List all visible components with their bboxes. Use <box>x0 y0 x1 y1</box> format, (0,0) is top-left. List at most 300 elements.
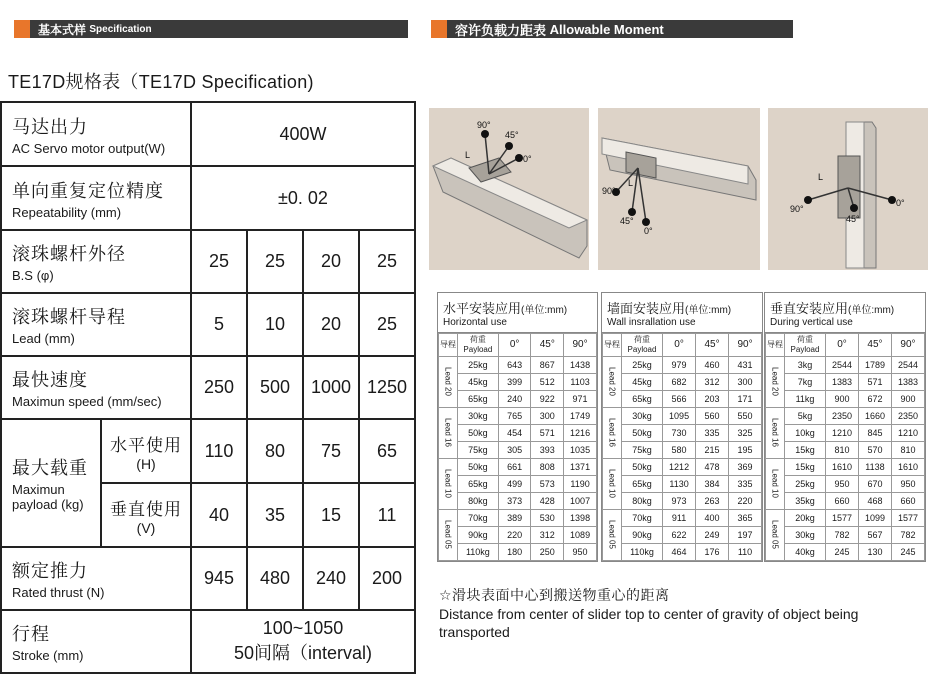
table-cell: 197 <box>729 527 762 544</box>
label-en: Maximun <box>12 482 65 497</box>
spec-cell: 240 <box>303 547 359 610</box>
table-cell: 730 <box>663 425 696 442</box>
lead-label: Lead 20 <box>607 366 617 396</box>
lead-group-label <box>439 408 458 459</box>
table-cell: 80kg <box>458 493 499 510</box>
table-cell: 305 <box>498 442 531 459</box>
moment-head-row <box>766 334 925 357</box>
table-cell: 1610 <box>891 459 924 476</box>
moment-head-cell: 荷重 Payload <box>458 334 499 357</box>
sub-label-en: (V) <box>136 519 156 536</box>
angle-label: 45° <box>846 214 860 224</box>
table-row <box>603 544 762 561</box>
lead-label: Lead 10 <box>770 468 780 498</box>
table-cell: 1212 <box>663 459 696 476</box>
table-cell: 922 <box>531 391 564 408</box>
moment-head-row <box>439 334 597 357</box>
table-row <box>439 357 597 374</box>
table-cell: 20kg <box>785 510 826 527</box>
table-cell: 810 <box>825 442 858 459</box>
spec-table <box>0 101 416 674</box>
spec-cell: 80 <box>247 419 303 483</box>
table-cell: 672 <box>858 391 891 408</box>
table-row <box>603 493 762 510</box>
table-row <box>603 408 762 425</box>
table-row <box>766 510 925 527</box>
angle-label: 45° <box>505 130 519 140</box>
table-cell: 512 <box>531 374 564 391</box>
table-cell: 2350 <box>891 408 924 425</box>
table-cell: 1190 <box>564 476 597 493</box>
lead-group-label <box>603 408 622 459</box>
table-cell: 454 <box>498 425 531 442</box>
table-cell: 1210 <box>891 425 924 442</box>
lead-group-label <box>766 459 785 510</box>
spec-cell: 65 <box>359 419 415 483</box>
spec-label <box>1 293 191 356</box>
table-cell: 1210 <box>825 425 858 442</box>
table-cell: 70kg <box>622 510 663 527</box>
moment-head-cell: 90° <box>891 334 924 357</box>
table-row <box>603 527 762 544</box>
spec-row-speed <box>1 356 415 419</box>
moment-table-vertical <box>764 292 926 562</box>
angle-label: 90° <box>602 186 616 196</box>
table-cell: 573 <box>531 476 564 493</box>
spec-title: TE17D规格表（TE17D Specification) <box>8 72 314 92</box>
table-cell: 40kg <box>785 544 826 561</box>
label-en: payload (kg) <box>12 497 84 512</box>
table-row <box>439 510 597 527</box>
moment-header-en: Allowable Moment <box>549 21 664 37</box>
lead-group-label <box>766 357 785 408</box>
spec-row-thrust <box>1 547 415 610</box>
moment-section-header <box>431 20 793 38</box>
table-row <box>439 476 597 493</box>
table-row <box>603 476 762 493</box>
table-row <box>603 442 762 459</box>
table-cell: 1089 <box>564 527 597 544</box>
table-cell: 660 <box>891 493 924 510</box>
cog-point-45 <box>628 208 636 216</box>
moment-table-horizontal <box>437 292 598 562</box>
distance-label: L <box>818 172 824 182</box>
spec-label <box>1 166 191 230</box>
spec-header-cn: 基本式样 <box>38 22 87 37</box>
table-cell: 560 <box>696 408 729 425</box>
spec-cell: 200 <box>359 547 415 610</box>
table-cell: 2544 <box>891 357 924 374</box>
moment-head-cell: 0° <box>663 334 696 357</box>
spec-label <box>1 356 191 419</box>
spec-label <box>1 230 191 293</box>
vertical-mount-illustration <box>768 108 928 270</box>
unit-label: (单位:mm) <box>848 305 895 316</box>
table-cell: 810 <box>891 442 924 459</box>
table-cell: 571 <box>531 425 564 442</box>
table-cell: 245 <box>825 544 858 561</box>
table-cell: 530 <box>531 510 564 527</box>
moment-head-cell: 导程 <box>766 334 785 357</box>
cog-point-45 <box>505 142 513 150</box>
angle-label: 90° <box>477 120 491 130</box>
table-cell: 478 <box>696 459 729 476</box>
table-row <box>766 391 925 408</box>
table-cell: 1789 <box>858 357 891 374</box>
cog-point-90 <box>481 130 489 138</box>
table-cell: 971 <box>564 391 597 408</box>
table-cell: 1103 <box>564 374 597 391</box>
table-cell: 399 <box>498 374 531 391</box>
table-cell: 50kg <box>622 425 663 442</box>
spec-label <box>1 102 191 166</box>
moment-head-cell: 荷重 Payload <box>622 334 663 357</box>
table-row <box>439 493 597 510</box>
title-en: Wall insrallation use <box>607 317 696 328</box>
sub-label-cn: 水平使用 <box>110 435 182 455</box>
table-cell: 950 <box>825 476 858 493</box>
vertical-actuator-graphic <box>768 108 928 270</box>
label-en: Maximun speed (mm/sec) <box>12 394 162 409</box>
label-cn: 滚珠螺杆导程 <box>12 307 126 327</box>
table-cell: 249 <box>696 527 729 544</box>
spec-cell: 945 <box>191 547 247 610</box>
table-cell: 110 <box>729 544 762 561</box>
table-row <box>766 459 925 476</box>
table-cell: 3kg <box>785 357 826 374</box>
table-cell: 220 <box>729 493 762 510</box>
lead-group-label <box>603 459 622 510</box>
table-row <box>766 544 925 561</box>
table-cell: 567 <box>858 527 891 544</box>
table-cell: 566 <box>663 391 696 408</box>
table-cell: 195 <box>729 442 762 459</box>
sub-label-cn: 垂直使用 <box>110 499 182 519</box>
lead-label: Lead 05 <box>770 519 780 549</box>
table-cell: 65kg <box>458 391 499 408</box>
table-row <box>439 374 597 391</box>
lead-label: Lead 05 <box>607 519 617 549</box>
lead-group-label <box>603 357 622 408</box>
spec-stroke-value <box>191 610 415 673</box>
table-row <box>766 357 925 374</box>
table-cell: 1383 <box>891 374 924 391</box>
table-cell: 1371 <box>564 459 597 476</box>
table-cell: 464 <box>663 544 696 561</box>
moment-table-wall <box>601 292 763 562</box>
table-cell: 660 <box>825 493 858 510</box>
spec-cell: 5 <box>191 293 247 356</box>
spec-row-repeatability <box>1 166 415 230</box>
moment-table-title <box>438 293 597 333</box>
table-cell: 30kg <box>785 527 826 544</box>
table-cell: 171 <box>729 391 762 408</box>
moment-header-bar <box>447 20 793 38</box>
table-cell: 428 <box>531 493 564 510</box>
lead-label: Lead 10 <box>607 468 617 498</box>
label-en: B.S (φ) <box>12 268 54 283</box>
table-cell: 25kg <box>622 357 663 374</box>
spec-label <box>1 610 191 673</box>
table-cell: 1099 <box>858 510 891 527</box>
table-cell: 782 <box>825 527 858 544</box>
table-cell: 1577 <box>891 510 924 527</box>
table-cell: 571 <box>858 374 891 391</box>
table-row <box>603 425 762 442</box>
moment-head-cell: 90° <box>729 334 762 357</box>
table-row <box>766 408 925 425</box>
table-cell: 2350 <box>825 408 858 425</box>
moment-head-cell: 荷重 Payload <box>785 334 826 357</box>
cog-point-0 <box>642 218 650 226</box>
lead-group-label <box>766 510 785 561</box>
table-cell: 30kg <box>622 408 663 425</box>
lead-group-label <box>439 510 458 561</box>
lead-label: Lead 16 <box>607 417 617 447</box>
table-cell: 35kg <box>785 493 826 510</box>
table-row <box>766 493 925 510</box>
table-cell: 1007 <box>564 493 597 510</box>
table-cell: 950 <box>891 476 924 493</box>
table-cell: 384 <box>696 476 729 493</box>
table-row <box>603 459 762 476</box>
spec-cell: 25 <box>247 230 303 293</box>
spec-cell: 250 <box>191 356 247 419</box>
table-cell: 90kg <box>458 527 499 544</box>
table-cell: 180 <box>498 544 531 561</box>
title-cn: 水平安装应用 <box>443 301 522 316</box>
table-cell: 1660 <box>858 408 891 425</box>
spec-label <box>1 547 191 610</box>
table-row <box>766 476 925 493</box>
angle-label: 0° <box>523 154 532 164</box>
moment-header-cn: 容许负载力距表 <box>455 22 547 38</box>
table-cell: 10kg <box>785 425 826 442</box>
stroke-range: 100~1050 <box>262 618 344 638</box>
table-cell: 468 <box>858 493 891 510</box>
table-row <box>439 391 597 408</box>
label-en: Rated thrust (N) <box>12 585 105 600</box>
moment-table-title <box>602 293 762 333</box>
wall-mount-illustration <box>598 108 760 270</box>
table-cell: 765 <box>498 408 531 425</box>
cog-point-45 <box>850 204 858 212</box>
table-cell: 45kg <box>622 374 663 391</box>
moment-head-cell: 0° <box>825 334 858 357</box>
table-cell: 312 <box>696 374 729 391</box>
table-cell: 393 <box>531 442 564 459</box>
distance-label: L <box>465 150 471 160</box>
spec-cell: 10 <box>247 293 303 356</box>
table-cell: 782 <box>891 527 924 544</box>
table-cell: 1216 <box>564 425 597 442</box>
table-cell: 30kg <box>458 408 499 425</box>
label-en: Stroke (mm) <box>12 648 84 663</box>
lead-label: Lead 20 <box>770 366 780 396</box>
label-cn: 额定推力 <box>12 561 88 581</box>
lead-group-label <box>439 357 458 408</box>
cog-point-90 <box>804 196 812 204</box>
spec-row-motor <box>1 102 415 166</box>
footnote-en: Distance from center of slider top to center of gravity of object being transported <box>439 606 859 640</box>
table-cell: 400 <box>696 510 729 527</box>
label-cn: 单向重复定位精度 <box>12 180 164 201</box>
table-cell: 65kg <box>622 391 663 408</box>
table-cell: 325 <box>729 425 762 442</box>
title-en: During vertical use <box>770 317 853 328</box>
table-cell: 373 <box>498 493 531 510</box>
spec-cell: 20 <box>303 230 359 293</box>
stroke-interval: 50间隔（interval) <box>233 643 373 663</box>
table-row <box>766 527 925 544</box>
spec-cell: 40 <box>191 483 247 547</box>
table-row <box>439 425 597 442</box>
table-cell: 7kg <box>785 374 826 391</box>
moment-head-cell: 90° <box>564 334 597 357</box>
table-row <box>603 510 762 527</box>
table-cell: 550 <box>729 408 762 425</box>
horizontal-mount-illustration <box>429 108 589 270</box>
spec-cell: 20 <box>303 293 359 356</box>
spec-cell: 25 <box>191 230 247 293</box>
spec-label-payload <box>1 419 191 547</box>
cog-point-0 <box>515 154 523 162</box>
table-cell: 808 <box>531 459 564 476</box>
lead-group-label <box>439 459 458 510</box>
table-cell: 661 <box>498 459 531 476</box>
table-cell: 1577 <box>825 510 858 527</box>
angle-label: 90° <box>790 204 804 214</box>
table-cell: 460 <box>696 357 729 374</box>
table-row <box>603 374 762 391</box>
table-cell: 65kg <box>458 476 499 493</box>
moment-grid <box>438 333 597 561</box>
header-accent <box>14 20 30 38</box>
table-cell: 1035 <box>564 442 597 459</box>
table-cell: 50kg <box>458 459 499 476</box>
header-accent <box>431 20 447 38</box>
table-row <box>766 374 925 391</box>
table-cell: 1138 <box>858 459 891 476</box>
moment-grid <box>602 333 762 561</box>
spec-cell: 35 <box>247 483 303 547</box>
table-cell: 50kg <box>622 459 663 476</box>
table-cell: 570 <box>858 442 891 459</box>
table-cell: 1438 <box>564 357 597 374</box>
table-cell: 682 <box>663 374 696 391</box>
label-cn: 滚珠螺杆外径 <box>12 244 126 264</box>
table-cell: 50kg <box>458 425 499 442</box>
spec-cell: 1250 <box>359 356 415 419</box>
moment-head-cell: 导程 <box>439 334 458 357</box>
table-cell: 335 <box>696 425 729 442</box>
moment-head-cell: 导程 <box>603 334 622 357</box>
table-cell: 900 <box>891 391 924 408</box>
table-cell: 300 <box>531 408 564 425</box>
angle-label: 0° <box>896 198 905 208</box>
moment-head-cell: 45° <box>531 334 564 357</box>
spec-cell: 500 <box>247 356 303 419</box>
table-cell: 80kg <box>622 493 663 510</box>
table-row <box>766 442 925 459</box>
table-cell: 65kg <box>622 476 663 493</box>
table-cell: 240 <box>498 391 531 408</box>
label-cn: 行程 <box>12 624 50 644</box>
lead-label: Lead 10 <box>443 468 453 498</box>
table-cell: 245 <box>891 544 924 561</box>
table-cell: 335 <box>729 476 762 493</box>
table-cell: 911 <box>663 510 696 527</box>
table-cell: 2544 <box>825 357 858 374</box>
table-cell: 1095 <box>663 408 696 425</box>
table-cell: 215 <box>696 442 729 459</box>
spec-cell: 25 <box>359 230 415 293</box>
label-cn: 最快速度 <box>12 370 88 390</box>
moment-grid <box>765 333 925 561</box>
table-cell: 979 <box>663 357 696 374</box>
spec-cell: 25 <box>359 293 415 356</box>
lead-label: Lead 16 <box>770 417 780 447</box>
table-cell: 70kg <box>458 510 499 527</box>
lead-group-label <box>766 408 785 459</box>
table-cell: 75kg <box>622 442 663 459</box>
spec-section-header <box>14 20 408 38</box>
spec-cell: 1000 <box>303 356 359 419</box>
spec-cell: 110 <box>191 419 247 483</box>
unit-label: (单位:mm) <box>521 305 568 316</box>
table-cell: 110kg <box>458 544 499 561</box>
table-cell: 176 <box>696 544 729 561</box>
spec-cell: 480 <box>247 547 303 610</box>
spec-cell: 75 <box>303 419 359 483</box>
title-cn: 墙面安装应用 <box>607 301 686 316</box>
spec-header-bar <box>30 20 408 38</box>
spec-cell: 15 <box>303 483 359 547</box>
table-cell: 15kg <box>785 459 826 476</box>
table-row <box>439 408 597 425</box>
label-cn: 最大载重 <box>12 458 88 478</box>
table-row <box>603 391 762 408</box>
label-en: AC Servo motor output(W) <box>12 140 166 156</box>
unit-label: (单位:mm) <box>685 305 732 316</box>
table-cell: 369 <box>729 459 762 476</box>
spec-row-stroke <box>1 610 415 673</box>
spec-row-lead <box>1 293 415 356</box>
table-cell: 389 <box>498 510 531 527</box>
table-cell: 25kg <box>785 476 826 493</box>
title-cn: 垂直安装应用 <box>770 301 849 316</box>
table-row <box>766 425 925 442</box>
table-cell: 312 <box>531 527 564 544</box>
table-cell: 499 <box>498 476 531 493</box>
table-cell: 670 <box>858 476 891 493</box>
distance-label: L <box>628 178 634 188</box>
table-cell: 900 <box>825 391 858 408</box>
table-cell: 110kg <box>622 544 663 561</box>
lead-label: Lead 05 <box>443 519 453 549</box>
table-cell: 365 <box>729 510 762 527</box>
spec-row-bs <box>1 230 415 293</box>
cog-point-0 <box>888 196 896 204</box>
table-cell: 11kg <box>785 391 826 408</box>
moment-head-cell: 45° <box>858 334 891 357</box>
table-cell: 1398 <box>564 510 597 527</box>
table-cell: 1383 <box>825 374 858 391</box>
lead-group-label <box>603 510 622 561</box>
spec-value: ±0. 02 <box>191 166 415 230</box>
moment-head-row <box>603 334 762 357</box>
table-cell: 5kg <box>785 408 826 425</box>
